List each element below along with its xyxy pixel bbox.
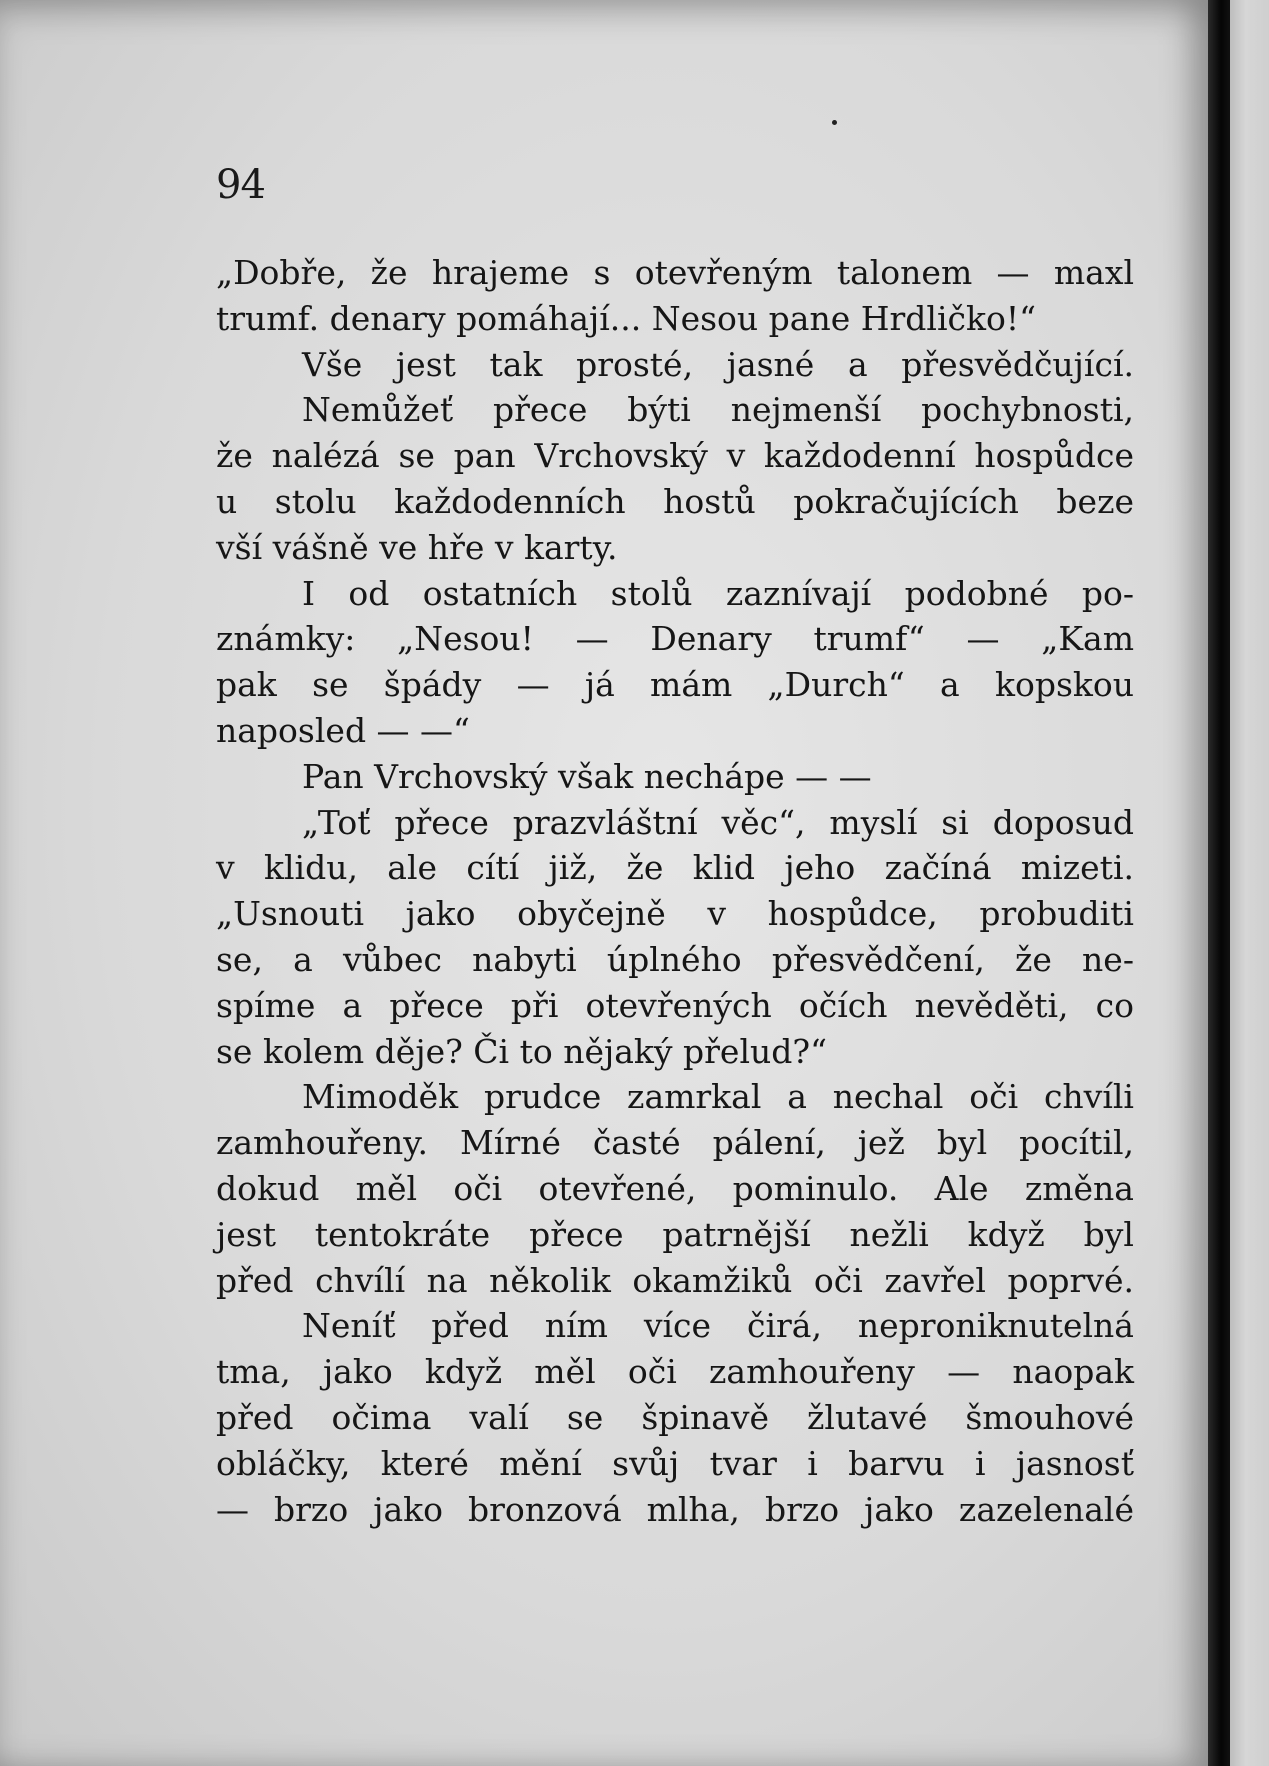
text-line: v klidu, ale cítí již, že klid jeho začíná mizeti. bbox=[216, 848, 1134, 888]
text-line: naposled — —“ bbox=[216, 710, 470, 750]
text-line: že nalézá se pan Vrchovský v každodenní hospůdce bbox=[216, 436, 1134, 476]
text-line: — brzo jako bronzová mlha, brzo jako zazelenalé bbox=[216, 1489, 1134, 1529]
text-line: se, a vůbec nabyti úplného přesvědčení, že ne- bbox=[216, 939, 1134, 979]
text-line: Nemůžeť přece býti nejmenší pochybnosti, bbox=[302, 390, 1134, 430]
text-line: „Dobře, že hrajeme s otevřeným talonem — maxl bbox=[216, 253, 1134, 292]
text-line: Vše jest tak prosté, jasné a přesvědčující. bbox=[302, 344, 1134, 384]
text-line: zamhouřeny. Mírné časté pálení, jež byl pocítil, bbox=[216, 1123, 1134, 1163]
text-line: I od ostatních stolů zaznívají podobné po- bbox=[302, 573, 1134, 613]
page-number: 94 bbox=[216, 162, 265, 208]
text-line: Pan Vrchovský však nechápe — — bbox=[302, 756, 872, 796]
text-line: u stolu každodenních hostů pokračujících beze bbox=[216, 481, 1134, 521]
text-line: Neníť před ním více čirá, neproniknutelná bbox=[302, 1306, 1134, 1346]
book-gutter bbox=[1208, 0, 1230, 1766]
text-line: známky: „Nesou! — Denary trumf“ — „Kam bbox=[216, 619, 1134, 659]
text-line: „Toť přece prazvláštní věc“, myslí si doposud bbox=[302, 802, 1134, 842]
text-line: Mimoděk prudce zamrkal a nechal oči chvíli bbox=[302, 1077, 1134, 1117]
text-line: před chvílí na několik okamžiků oči zavřel poprvé. bbox=[216, 1260, 1134, 1300]
text-line: jest tentokráte přece patrnější nežli když byl bbox=[216, 1214, 1134, 1254]
text-line: před očima valí se špinavě žlutavé šmouhové bbox=[216, 1397, 1134, 1437]
text-line: se kolem děje? Či to nějaký přelud?“ bbox=[216, 1031, 827, 1071]
adjacent-page-edge bbox=[1230, 0, 1269, 1766]
text-line: trumf. denary pomáhají... Nesou pane Hrdličko!“ bbox=[216, 298, 1037, 338]
body-text bbox=[216, 250, 1134, 1532]
text-line: dokud měl oči otevřené, pominulo. Ale změna bbox=[216, 1168, 1134, 1208]
text-line: spíme a přece při otevřených očích nevěděti, co bbox=[216, 985, 1134, 1025]
text-line: tma, jako když měl oči zamhouřeny — naopak bbox=[216, 1352, 1134, 1392]
text-line: vší vášně ve hře v karty. bbox=[216, 527, 618, 567]
text-line: obláčky, které mění svůj tvar i barvu i jasnosť bbox=[216, 1443, 1134, 1483]
text-line: „Usnouti jako obyčejně v hospůdce, probuditi bbox=[216, 894, 1134, 934]
text-line: pak se špády — já mám „Durch“ a kopskou bbox=[216, 665, 1134, 705]
ink-speck bbox=[832, 120, 837, 125]
